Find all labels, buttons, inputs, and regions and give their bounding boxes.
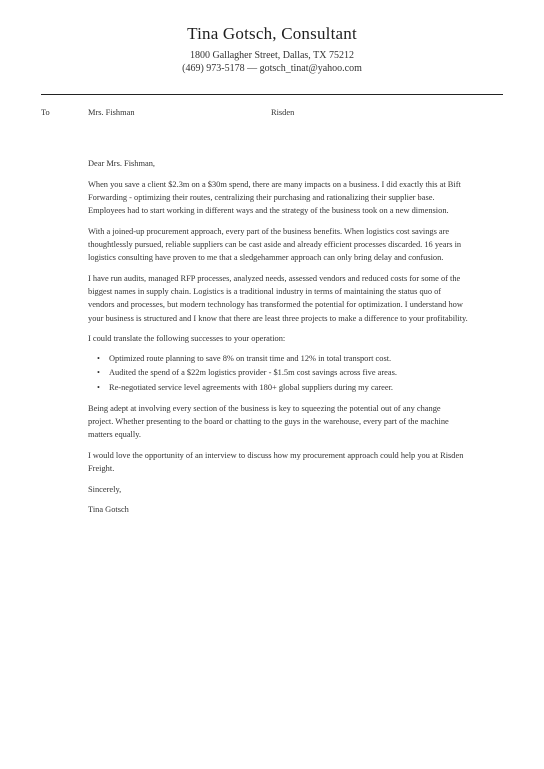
sender-address: 1800 Gallagher Street, Dallas, TX 75212 — [190, 50, 354, 61]
body-paragraph: I would love the opportunity of an interview to discuss how my procurement approach could help you at Risden Freight. — [88, 450, 464, 473]
sign-off: Sincerely, — [88, 484, 122, 494]
list-item — [88, 366, 468, 380]
body-paragraph: I have run audits, managed RFP processes, analyzed needs, assessed vendors and reduced costs for some of the biggest names in supply chain. Logistics is a traditional industry in terms of maintaining the status quo of vendors and processes, but modern technology has transformed the potential for optimization. I understand how your business is structured and I know that there are least three projects to make a difference to your profitability. — [88, 273, 468, 323]
body-paragraph: When you save a client $2.3m on a $30m spend, there are many impacts on a business. I did exactly this at Bift Forwarding - optimizing their routes, centralizing their purchasing and rationalizing their supplier base. Employees had to start working in different ways and the strategy of the business took on a new dimension. — [88, 179, 461, 216]
body-paragraph: I could translate the following successes to your operation: — [88, 334, 286, 344]
letter-body — [88, 157, 468, 524]
bullet-icon: • — [97, 353, 100, 363]
header-divider — [41, 94, 503, 95]
sender-contact: (469) 973-5178 — gotsch_tinat@yahoo.com — [182, 63, 362, 74]
achievements-list — [88, 352, 468, 395]
list-item-text: Re-negotiated service level agreements with 180+ global suppliers during my career. — [109, 382, 394, 392]
recipient-name: Mrs. Fishman — [88, 108, 135, 117]
bullet-icon: • — [97, 368, 100, 378]
list-item — [88, 381, 468, 395]
letter-header — [0, 24, 544, 75]
body-paragraph: With a joined-up procurement approach, every part of the business benefits. When logistics cost savings are thoughtlessly pursued, reliable suppliers can be cast aside and already efficient processes discarded. 16 years in logistics consulting have proven to me that a sledgehammer approach can only bring delay and confusion. — [88, 226, 462, 263]
signature-name: Tina Gotsch — [88, 505, 129, 515]
recipient-company: Risden — [271, 108, 295, 117]
list-item-text: Optimized route planning to save 8% on transit time and 12% in total transport cost. — [109, 353, 392, 363]
list-item-text: Audited the spend of a $22m logistics provider - $1.5m cost savings across five areas. — [109, 368, 397, 378]
to-label: To — [41, 108, 50, 117]
list-item — [88, 352, 468, 366]
bullet-icon: • — [97, 382, 100, 392]
sender-name: Tina Gotsch, Consultant — [187, 24, 357, 43]
salutation: Dear Mrs. Fishman, — [88, 159, 155, 168]
body-paragraph: Being adept at involving every section of the business is key to squeezing the potential out of any change project. Whether presenting to the board or chatting to the guys in the warehouse, every part of the machine matters equally. — [88, 403, 449, 440]
